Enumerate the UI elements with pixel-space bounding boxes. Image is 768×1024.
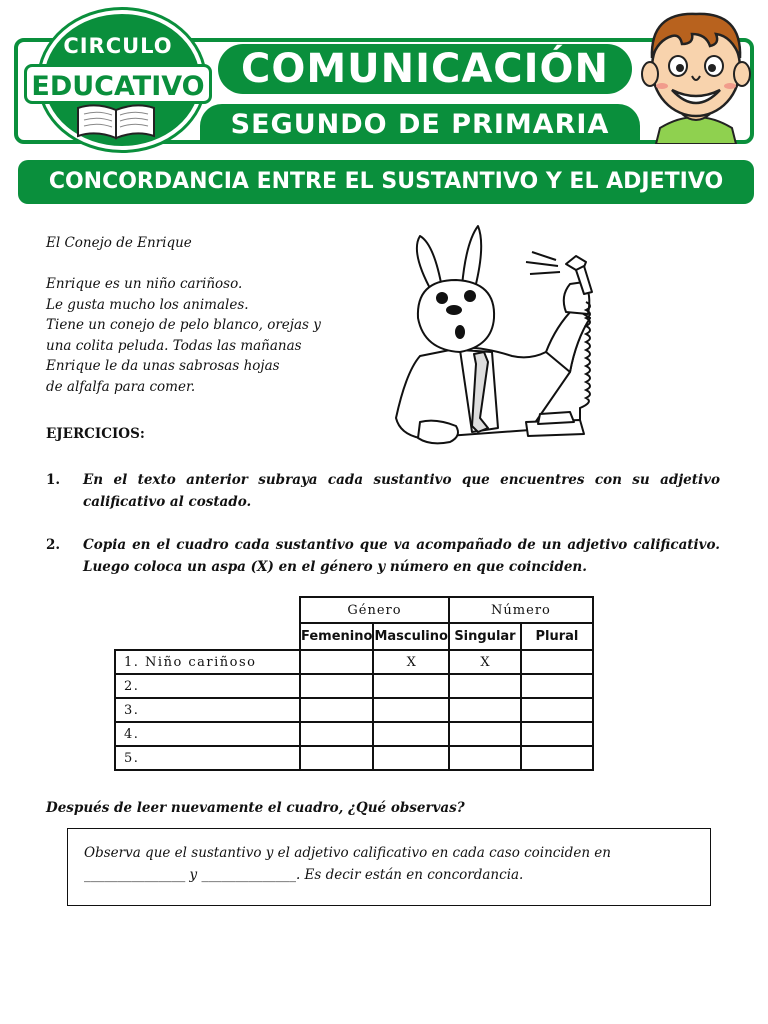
cell-plural[interactable] (521, 674, 593, 698)
answer-line[interactable]: _______________ y ______________. Es decir están en concordancia. (84, 867, 524, 883)
cell-plural[interactable] (521, 698, 593, 722)
answer-box[interactable] (67, 828, 711, 906)
grade-title: SEGUNDO DE PRIMARIA (230, 109, 610, 140)
boy-illustration (636, 6, 756, 144)
table-row (115, 722, 593, 746)
cell-femenino[interactable] (300, 650, 373, 674)
cell-singular[interactable] (449, 722, 521, 746)
worksheet-title: CONCORDANCIA ENTRE EL SUSTANTIVO Y EL ADJETIVO (18, 160, 754, 204)
story-line: Enrique es un niño cariñoso. (46, 276, 243, 292)
cell-femenino[interactable] (300, 722, 373, 746)
table-corner (115, 623, 300, 650)
row-label: 1. Niño cariñoso (115, 650, 300, 674)
cell-femenino[interactable] (300, 674, 373, 698)
rabbit-on-phone-illustration (380, 222, 630, 454)
cell-singular[interactable]: X (449, 650, 521, 674)
table-row (115, 698, 593, 722)
header-numero: Número (449, 597, 593, 623)
exercise-text: Copia en el cuadro cada sustantivo que va acompañado de un adjetivo calificativo. Luego coloca un aspa (X) en el género y número en que coinciden. (83, 537, 720, 575)
row-label[interactable]: 4. (115, 722, 300, 746)
row-label[interactable]: 3. (115, 698, 300, 722)
cell-femenino[interactable] (300, 698, 373, 722)
exercise-item (46, 534, 720, 578)
exercise-item (46, 469, 720, 513)
story-title: El Conejo de Enrique (46, 235, 192, 251)
story-line: Enrique le da unas sabrosas hojas (46, 358, 280, 374)
cell-femenino[interactable] (300, 746, 373, 770)
table-row (115, 674, 593, 698)
cell-masculino[interactable] (373, 674, 449, 698)
header-plural: Plural (521, 623, 593, 650)
story-line: una colita peluda. Todas las mañanas (46, 337, 302, 354)
cell-plural[interactable] (521, 722, 593, 746)
exercise-number: 2. (46, 537, 61, 553)
story-line: Tiene un conejo de pelo blanco, orejas y (46, 317, 321, 333)
cell-masculino[interactable] (373, 746, 449, 770)
answer-line: Observa que el sustantivo y el adjetivo calificativo en cada caso coinciden en (84, 845, 611, 861)
table-corner (115, 597, 300, 623)
subject-title: COMUNICACIÓN (240, 46, 610, 92)
row-label[interactable]: 5. (115, 746, 300, 770)
cell-masculino[interactable] (373, 722, 449, 746)
story-line: Le gusta mucho los animales. (46, 296, 249, 313)
header-singular: Singular (449, 623, 521, 650)
header-genero: Género (300, 597, 449, 623)
exercise-text: En el texto anterior subraya cada sustantivo que encuentres con su adjetivo calificativo al costado. (83, 472, 720, 510)
cell-masculino[interactable]: X (373, 650, 449, 674)
agreement-table (114, 596, 594, 771)
cell-masculino[interactable] (373, 698, 449, 722)
cell-plural[interactable] (521, 746, 593, 770)
table-row (115, 746, 593, 770)
story-line: de alfalfa para comer. (46, 378, 196, 395)
header-femenino: Femenino (300, 623, 373, 650)
cell-singular[interactable] (449, 674, 521, 698)
cell-plural[interactable] (521, 650, 593, 674)
logo-main-text: EDUCATIVO (24, 64, 212, 104)
header-masculino: Masculino (373, 623, 449, 650)
table-row (115, 650, 593, 674)
exercise-number: 1. (46, 472, 61, 488)
reflection-question: Después de leer nuevamente el cuadro, ¿Qué observas? (46, 800, 465, 816)
cell-singular[interactable] (449, 698, 521, 722)
cell-singular[interactable] (449, 746, 521, 770)
row-label[interactable]: 2. (115, 674, 300, 698)
logo-top-text: CIRCULO (63, 34, 173, 58)
open-book-icon (74, 100, 158, 140)
exercises-heading: EJERCICIOS: (46, 426, 145, 442)
